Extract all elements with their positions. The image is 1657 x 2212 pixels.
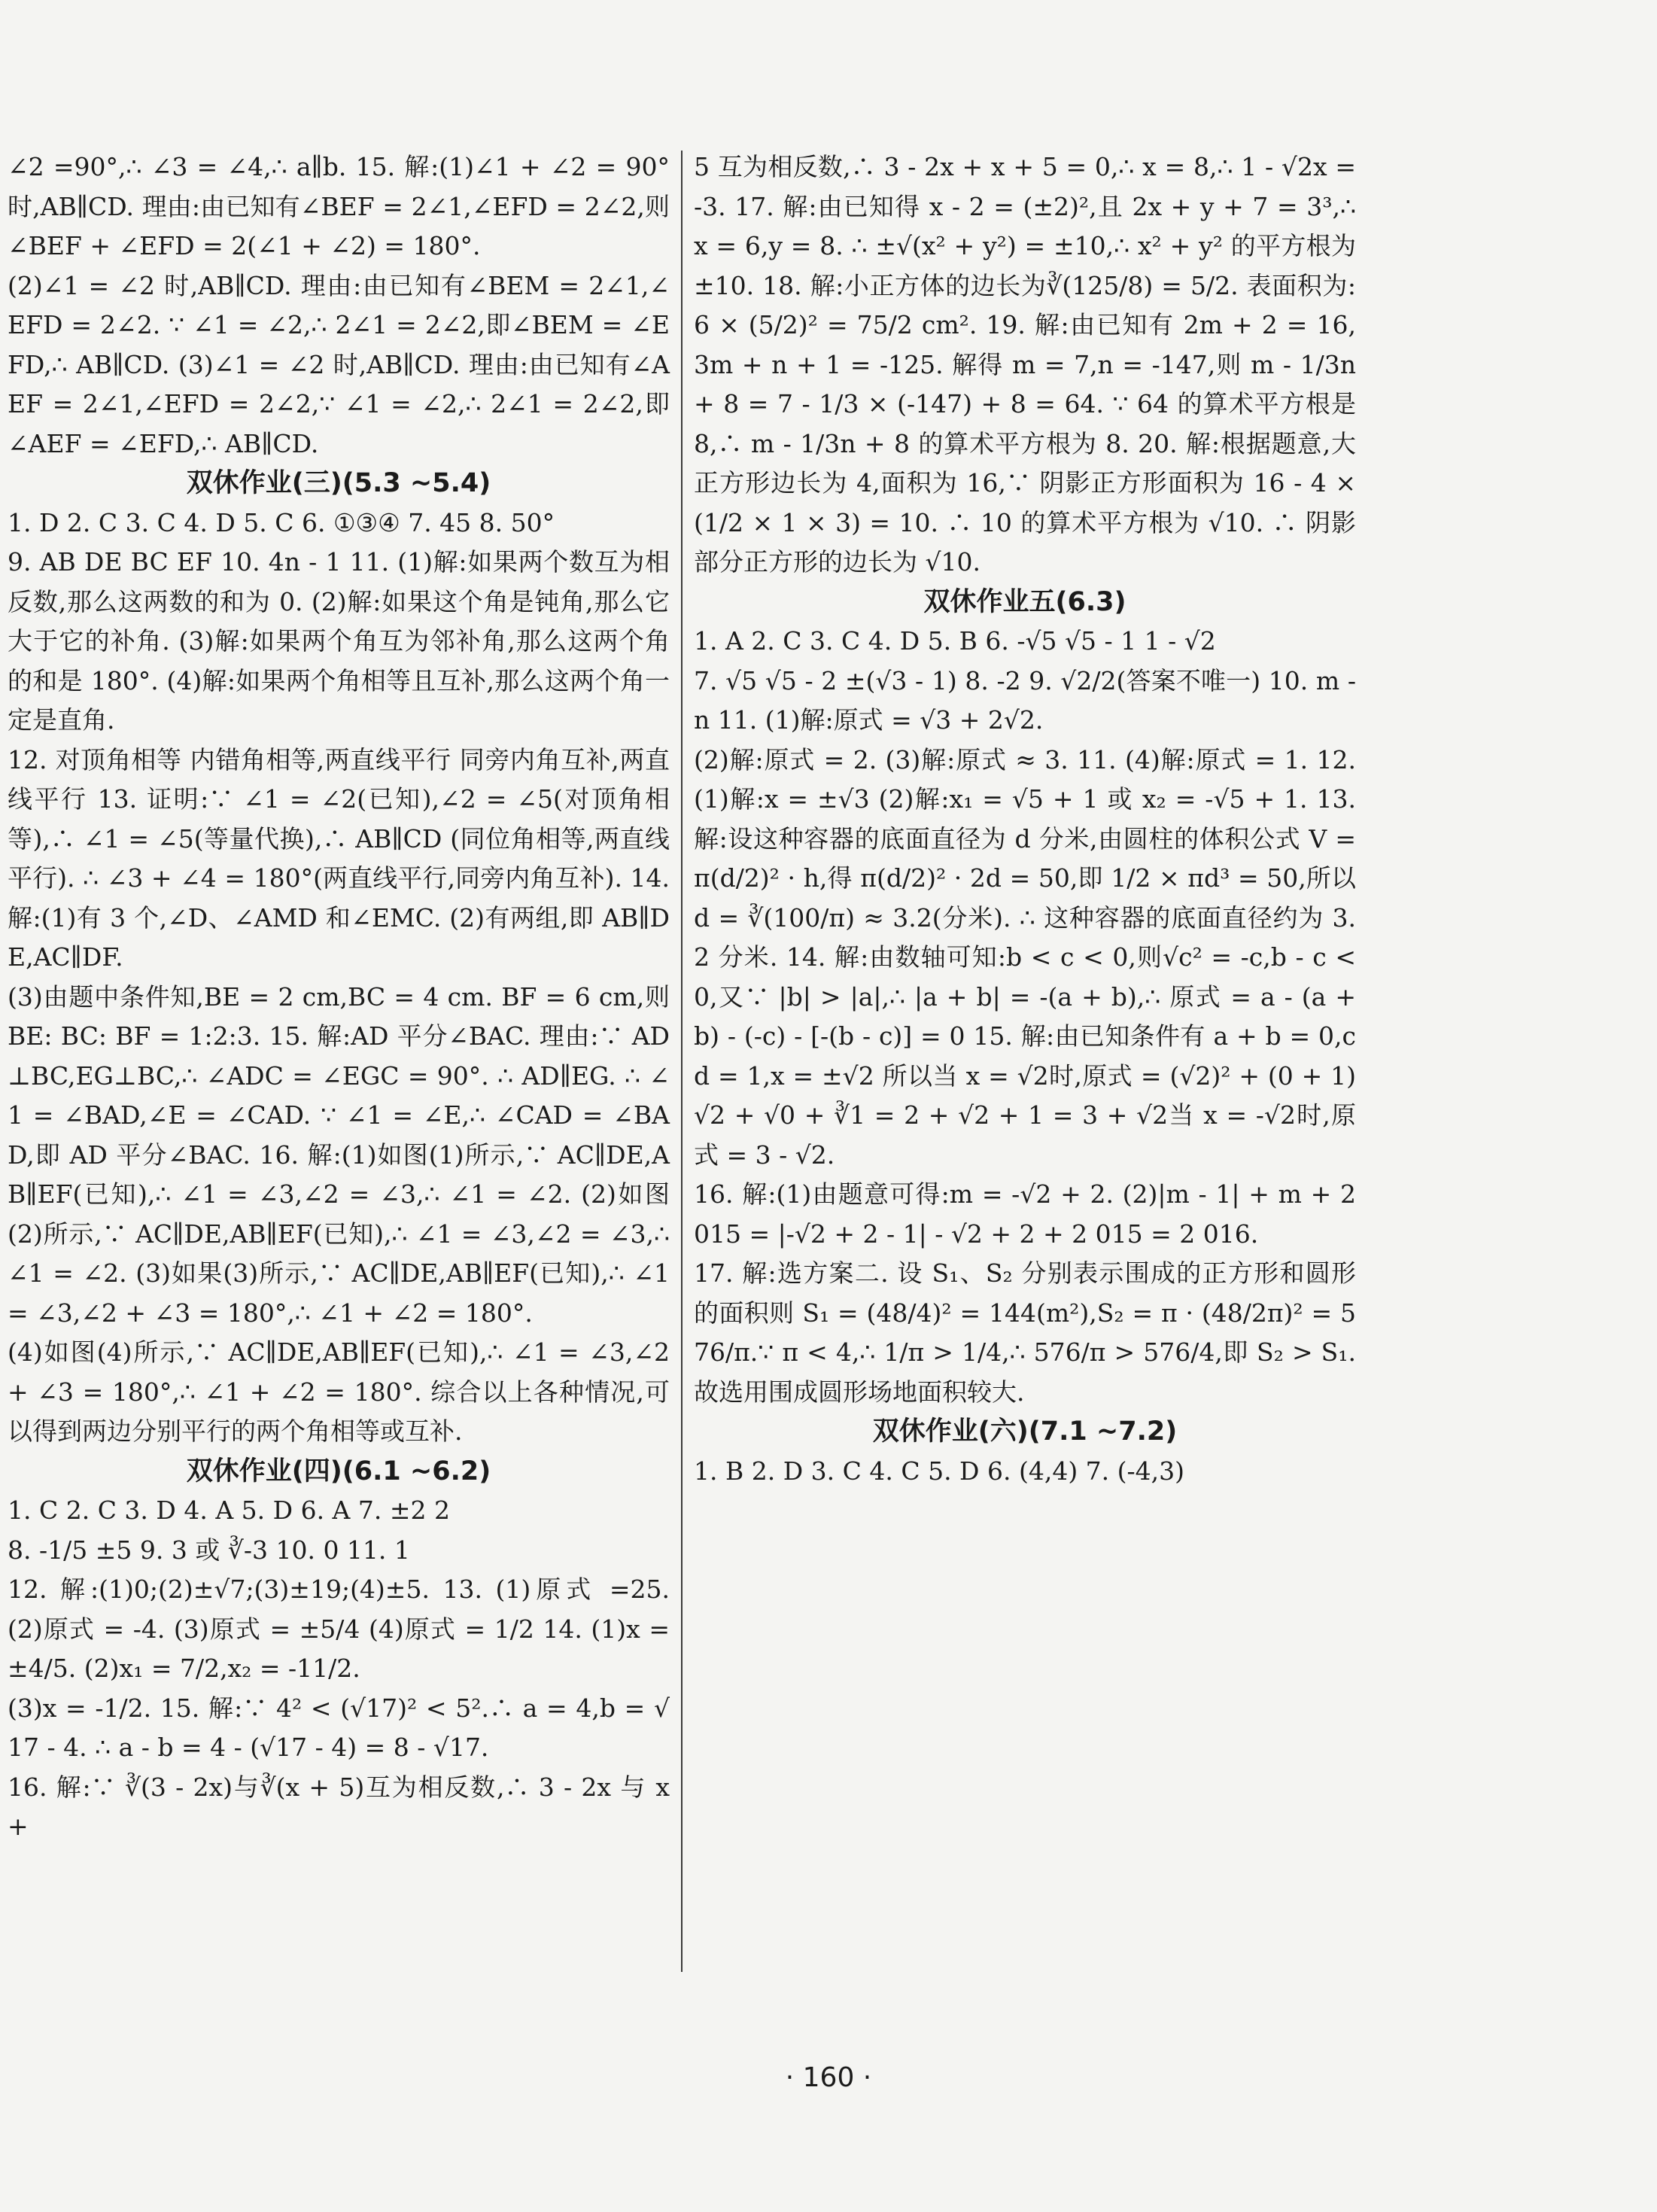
- answer-paragraph: 5 互为相反数,∴ 3 - 2x + x + 5 = 0,∴ x = 8,∴ 1 - √2x = -3. 17. 解:由已知得 x - 2 = (±2)²,且 2x + y + 7 = 3³,∴ x = 6,y = 8. ∴ ±√(x² + y²) = ±10,∴ x² + y² 的平方根为±10. 18. 解:小正方体的边长为∛(125/8) = 5/2. 表面积为:6 × (5/2)² = 75/2 cm². 19. 解:由已知有 2m + 2 = 16, 3m + n + 1 = -125. 解得 m = 7,n = -147,则 m - 1/3n + 8 = 7 - 1/3 × (-147) + 8 = 64. ∵ 64 的算术平方根是 8,∴ m - 1/3n + 8 的算术平方根为 8. 20. 解:根据题意,大正方形边长为 4,面积为 16,∵ 阴影正方形面积为 16 - 4 × (1/2 × 1 × 3) = 10. ∴ 10 的算术平方根为 √10. ∴ 阴影部分正方形的边长为 √10.: [694, 152, 1356, 577]
- answer-paragraph: 7. √5 √5 - 2 ±(√3 - 1) 8. -2 9. √2/2(答案不唯一) 10. m - n 11. (1)解:原式 = √3 + 2√2.: [694, 665, 1356, 735]
- answer-paragraph: 1. A 2. C 3. C 4. D 5. B 6. -√5 √5 - 1 1 - √2: [694, 626, 1216, 656]
- answer-paragraph: 16. 解:(1)由题意可得:m = -√2 + 2. (2)|m - 1| + m + 2 015 = |-√2 + 2 - 1| - √2 + 2 + 2 015 = 2 016.: [694, 1179, 1356, 1249]
- answer-paragraph: 1. D 2. C 3. C 4. D 5. C 6. ①③④ 7. 45 8. 50°: [8, 507, 555, 537]
- section-heading: 双休作业(四)(6.1 ~6.2): [186, 1456, 491, 1486]
- page-number: · 160 ·: [785, 2062, 872, 2093]
- left-column: [8, 148, 670, 1847]
- answer-paragraph: 1. B 2. D 3. C 4. C 5. D 6. (4,4) 7. (-4,3): [694, 1456, 1185, 1486]
- section-heading: 双休作业五(6.3): [923, 586, 1126, 617]
- answer-paragraph: 8. -1/5 ±5 9. 3 或 ∛-3 10. 0 11. 1: [8, 1535, 410, 1565]
- answer-paragraph: 17. 解:选方案二. 设 S₁、S₂ 分别表示围成的正方形和圆形的面积则 S₁ = (48/4)² = 144(m²),S₂ = π · (48/2π)² = 576/π.∵ π < 4,∴ 1/π > 1/4,∴ 576/π > 576/4,即 S₂ > S₁. 故选用围成圆形场地面积较大.: [694, 1258, 1356, 1407]
- answer-paragraph: (4)如图(4)所示,∵ AC∥DE,AB∥EF(已知),∴ ∠1 = ∠3,∠2 + ∠3 = 180°,∴ ∠1 + ∠2 = 180°. 综合以上各种情况,可以得到两边分别平行的两个角相等或互补.: [8, 1337, 670, 1446]
- section-heading: 双休作业(六)(7.1 ~7.2): [872, 1416, 1178, 1447]
- answer-paragraph: (2)∠1 = ∠2 时,AB∥CD. 理由:由已知有∠BEM = 2∠1,∠EFD = 2∠2. ∵ ∠1 = ∠2,∴ 2∠1 = 2∠2,即∠BEM = ∠EFD,∴ AB∥CD. (3)∠1 = ∠2 时,AB∥CD. 理由:由已知有∠AEF = 2∠1,∠EFD = 2∠2,∵ ∠1 = ∠2,∴ 2∠1 = 2∠2,即∠AEF = ∠EFD,∴ AB∥CD.: [8, 270, 670, 458]
- answer-paragraph: (2)解:原式 = 2. (3)解:原式 ≈ 3. 11. (4)解:原式 = 1. 12. (1)解:x = ±√3 (2)解:x₁ = √5 + 1 或 x₂ = -√5 + 1. 13. 解:设这种容器的底面直径为 d 分米,由圆柱的体积公式 V = π(d/2)² · h,得 π(d/2)² · 2d = 50,即 1/2 × πd³ = 50,所以 d = ∛(100/π) ≈ 3.2(分米). ∴ 这种容器的底面直径约为 3.2 分米. 14. 解:由数轴可知:b < c < 0,则√c² = -c,b - c < 0,又∵ |b| > |a|,∴ |a + b| = -(a + b),∴ 原式 = a - (a + b) - (-c) - [-(b - c)] = 0 15. 解:由已知条件有 a + b = 0,cd = 1,x = ±√2 所以当 x = √2时,原式 = (√2)² + (0 + 1)√2 + √0 + ∛1 = 2 + √2 + 1 = 3 + √2当 x = -√2时,原式 = 3 - √2.: [694, 744, 1356, 1170]
- answer-paragraph: (3)x = -1/2. 15. 解:∵ 4² < (√17)² < 5².∴ a = 4,b = √17 - 4. ∴ a - b = 4 - (√17 - 4) = 8 - √17.: [8, 1693, 670, 1762]
- answer-paragraph: ∠2 =90°,∴ ∠3 = ∠4,∴ a∥b. 15. 解:(1)∠1 + ∠2 = 90°时,AB∥CD. 理由:由已知有∠BEF = 2∠1,∠EFD = 2∠2,则∠BEF + ∠EFD = 2(∠1 + ∠2) = 180°.: [8, 152, 670, 260]
- answer-paragraph: 9. AB DE BC EF 10. 4n - 1 11. (1)解:如果两个数互为相反数,那么这两数的和为 0. (2)解:如果这个角是钝角,那么它大于它的补角. (3)解:如果两个角互为邻补角,那么这两个角的和是 180°. (4)解:如果两个角相等且互补,那么这两个角一定是直角.: [8, 547, 670, 735]
- answer-paragraph: 12. 对顶角相等 内错角相等,两直线平行 同旁内角互补,两直线平行 13. 证明:∵ ∠1 = ∠2(已知),∠2 = ∠5(对顶角相等),∴ ∠1 = ∠5(等量代换),∴ AB∥CD (同位角相等,两直线平行). ∴ ∠3 + ∠4 = 180°(两直线平行,同旁内角互补). 14. 解:(1)有 3 个,∠D、∠AMD 和∠EMC. (2)有两组,即 AB∥DE,AC∥DF.: [8, 744, 670, 972]
- answer-paragraph: (3)由题中条件知,BE = 2 cm,BC = 4 cm. BF = 6 cm,则 BE: BC: BF = 1:2:3. 15. 解:AD 平分∠BAC. 理由:∵ AD⊥BC,EG⊥BC,∴ ∠ADC = ∠EGC = 90°. ∴ AD∥EG. ∴ ∠1 = ∠BAD,∠E = ∠CAD. ∵ ∠1 = ∠E,∴ ∠CAD = ∠BAD,即 AD 平分∠BAC. 16. 解:(1)如图(1)所示,∵ AC∥DE,AB∥EF(已知),∴ ∠1 = ∠3,∠2 = ∠3,∴ ∠1 = ∠2. (2)如图(2)所示,∵ AC∥DE,AB∥EF(已知),∴ ∠1 = ∠3,∠2 = ∠3,∴ ∠1 = ∠2. (3)如果(3)所示,∵ AC∥DE,AB∥EF(已知),∴ ∠1 = ∠3,∠2 + ∠3 = 180°,∴ ∠1 + ∠2 = 180°.: [8, 981, 670, 1328]
- answer-paragraph: 12. 解:(1)0;(2)±√7;(3)±19;(4)±5. 13. (1)原式 =25. (2)原式 = -4. (3)原式 = ±5/4 (4)原式 = 1/2 14. (1)x = ±4/5. (2)x₁ = 7/2,x₂ = -11/2.: [8, 1575, 670, 1683]
- right-column: [694, 148, 1356, 1491]
- column-divider: [681, 151, 683, 1972]
- answer-paragraph: 16. 解:∵ ∛(3 - 2x)与∛(x + 5)互为相反数,∴ 3 - 2x 与 x +: [8, 1772, 670, 1841]
- section-heading: 双休作业(三)(5.3 ~5.4): [186, 468, 491, 498]
- answer-paragraph: 1. C 2. C 3. D 4. A 5. D 6. A 7. ±2 2: [8, 1495, 450, 1525]
